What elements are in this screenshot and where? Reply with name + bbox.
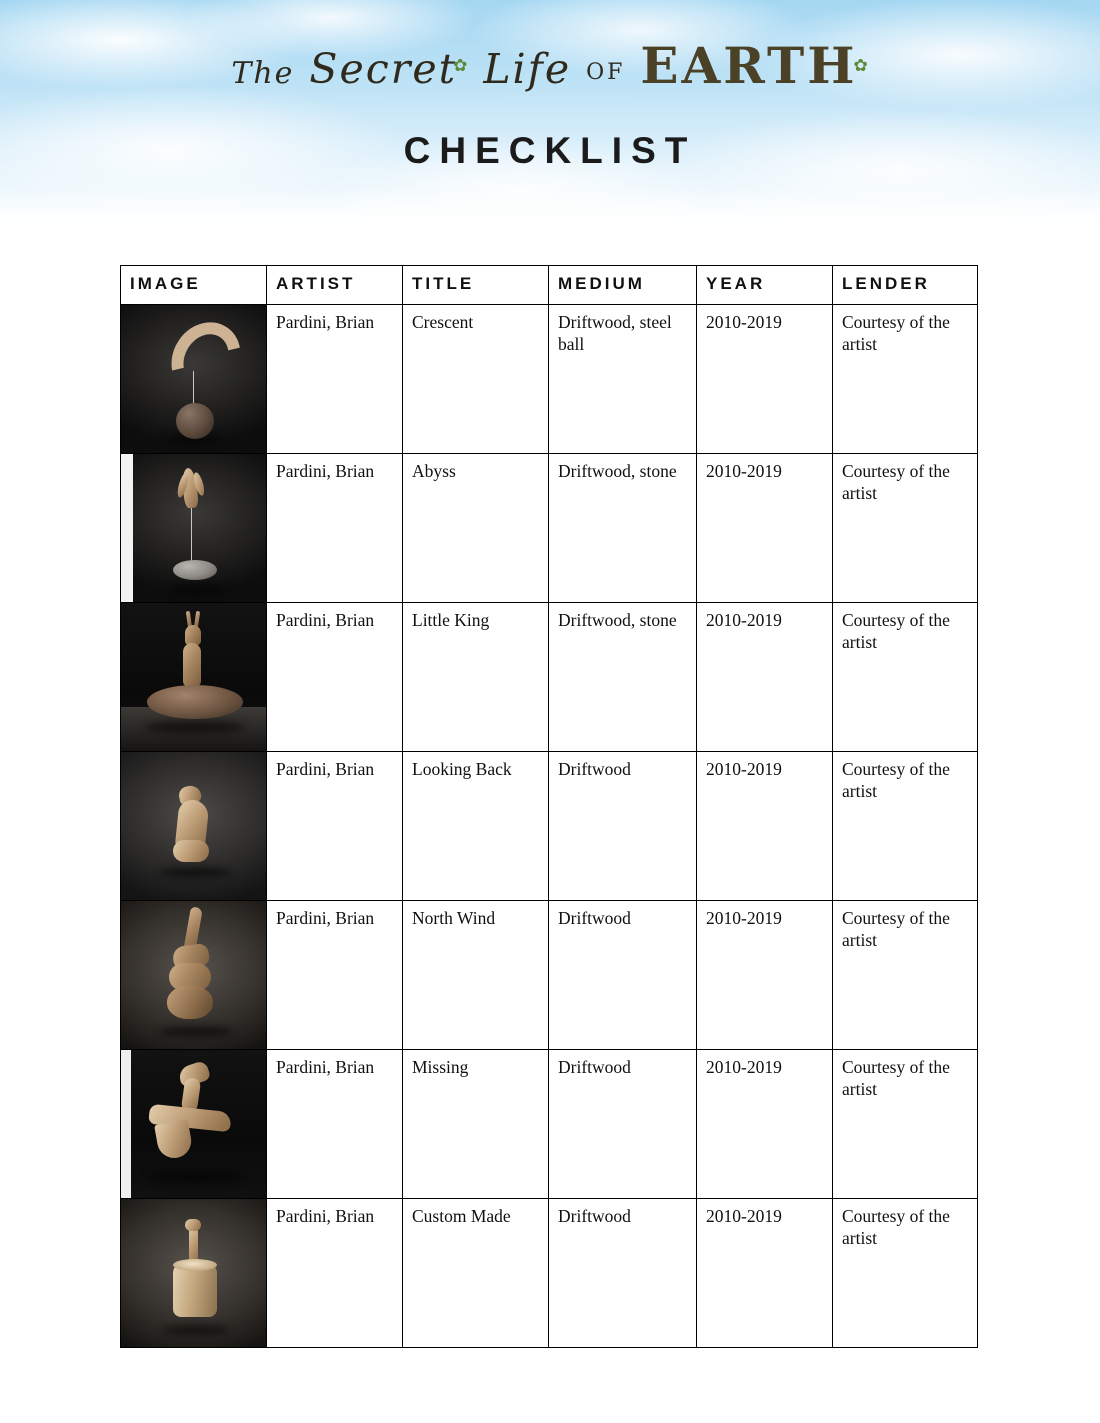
logo-word-life: Life <box>483 45 572 93</box>
cell-medium: Driftwood, stone <box>549 603 697 752</box>
column-header-medium: MEDIUM <box>549 266 697 305</box>
logo-word-secret: Secret <box>309 45 458 93</box>
exhibition-logo <box>0 36 1100 95</box>
cell-artist: Pardini, Brian <box>267 901 403 1050</box>
cell-year: 2010-2019 <box>697 454 833 603</box>
artwork-thumbnail-cell <box>121 1199 267 1348</box>
artwork-image-looking-back <box>121 752 267 900</box>
artwork-thumbnail-cell <box>121 603 267 752</box>
artwork-image-crescent <box>121 305 267 453</box>
cell-title: Custom Made <box>403 1199 549 1348</box>
artwork-thumbnail-cell <box>121 901 267 1050</box>
cell-medium: Driftwood <box>549 901 697 1050</box>
table-row <box>121 454 978 603</box>
cell-title: Missing <box>403 1050 549 1199</box>
column-header-artist: ARTIST <box>267 266 403 305</box>
cell-medium: Driftwood <box>549 1199 697 1348</box>
cell-artist: Pardini, Brian <box>267 305 403 454</box>
artwork-image-north-wind <box>121 901 267 1049</box>
leaf-icon: ✿ <box>853 56 869 76</box>
sky-header-banner <box>0 0 1100 232</box>
table-row <box>121 752 978 901</box>
cell-year: 2010-2019 <box>697 1199 833 1348</box>
cell-year: 2010-2019 <box>697 1050 833 1199</box>
cell-title: Little King <box>403 603 549 752</box>
cell-lender: Courtesy of the artist <box>833 901 978 1050</box>
artwork-thumbnail-cell <box>121 752 267 901</box>
table-row <box>121 1199 978 1348</box>
table-row <box>121 1050 978 1199</box>
cell-year: 2010-2019 <box>697 752 833 901</box>
cell-lender: Courtesy of the artist <box>833 454 978 603</box>
cell-lender: Courtesy of the artist <box>833 1050 978 1199</box>
table-row <box>121 603 978 752</box>
cell-title: Abyss <box>403 454 549 603</box>
column-header-lender: LENDER <box>833 266 978 305</box>
logo-word-earth: EARTH <box>640 36 858 95</box>
cell-title: Crescent <box>403 305 549 454</box>
cell-year: 2010-2019 <box>697 305 833 454</box>
artwork-image-little-king <box>121 603 267 751</box>
cell-artist: Pardini, Brian <box>267 1199 403 1348</box>
artwork-thumbnail-cell <box>121 454 267 603</box>
cell-lender: Courtesy of the artist <box>833 1199 978 1348</box>
cell-medium: Driftwood <box>549 752 697 901</box>
column-header-title: TITLE <box>403 266 549 305</box>
cell-title: North Wind <box>403 901 549 1050</box>
cell-artist: Pardini, Brian <box>267 603 403 752</box>
cell-artist: Pardini, Brian <box>267 1050 403 1199</box>
cell-title: Looking Back <box>403 752 549 901</box>
table-header-row <box>121 266 978 305</box>
artwork-image-custom-made <box>121 1199 267 1347</box>
logo-word-of: OF <box>586 60 626 85</box>
leaf-icon: ✿ <box>453 56 469 76</box>
artwork-image-abyss <box>121 454 267 602</box>
checklist-table <box>120 265 978 1348</box>
table-row <box>121 901 978 1050</box>
checklist-table-container <box>120 265 977 1348</box>
artwork-thumbnail-cell <box>121 305 267 454</box>
column-header-image: IMAGE <box>121 266 267 305</box>
cell-year: 2010-2019 <box>697 901 833 1050</box>
page-title: CHECKLIST <box>403 130 697 171</box>
cell-artist: Pardini, Brian <box>267 454 403 603</box>
artwork-thumbnail-cell <box>121 1050 267 1199</box>
cell-lender: Courtesy of the artist <box>833 752 978 901</box>
artwork-image-missing <box>121 1050 267 1198</box>
cell-medium: Driftwood <box>549 1050 697 1199</box>
cell-artist: Pardini, Brian <box>267 752 403 901</box>
cell-medium: Driftwood, stone <box>549 454 697 603</box>
cell-year: 2010-2019 <box>697 603 833 752</box>
logo-word-the: The <box>231 56 295 91</box>
column-header-year: YEAR <box>697 266 833 305</box>
table-row <box>121 305 978 454</box>
cell-lender: Courtesy of the artist <box>833 305 978 454</box>
cell-medium: Driftwood, steel ball <box>549 305 697 454</box>
cell-lender: Courtesy of the artist <box>833 603 978 752</box>
